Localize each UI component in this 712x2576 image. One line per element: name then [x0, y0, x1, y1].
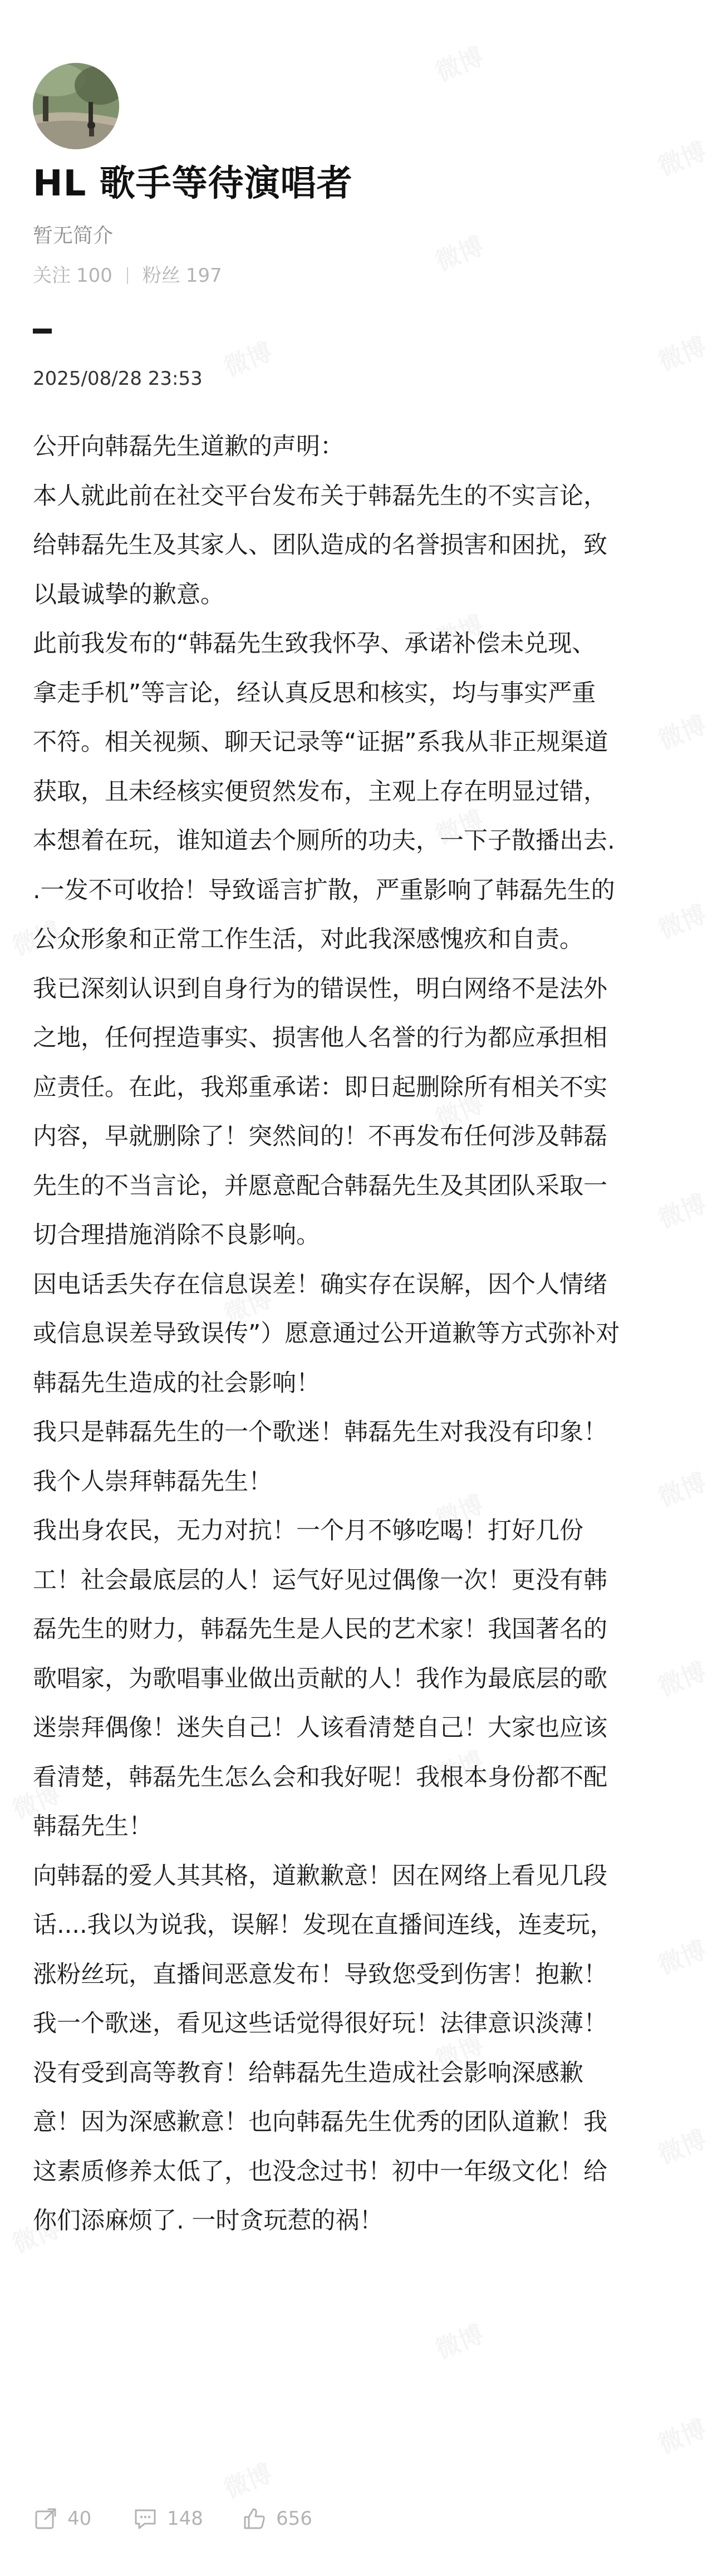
following-count: 100 [76, 265, 112, 287]
post-line: 本人就此前在社交平台发布关于韩磊先生的不实言论， [33, 482, 607, 510]
post-date: 2025/08/28 23:53 [33, 368, 203, 390]
following-stat[interactable] [33, 265, 112, 287]
post-line: 话....我以为说我，误解！发现在直播间连线，连麦玩， [33, 1911, 614, 1939]
post-line: 我出身农民，无力对抗！一个月不够吃喝！打好几份 [33, 1517, 583, 1545]
post-line: 先生的不当言论，并愿意配合韩磊先生及其团队采取一 [33, 1172, 607, 1200]
avatar[interactable] [33, 63, 119, 149]
post-line: 没有受到高等教育！给韩磊先生造成社会影响深感歉 [33, 2059, 583, 2087]
like-count: 656 [276, 2508, 312, 2530]
post-line: 拿走手机”等言论，经认真反思和核实，均与事实严重 [33, 679, 596, 707]
post-line: 意！因为深感歉意！也向韩磊先生优秀的团队道歉！我 [33, 2108, 607, 2136]
post-line: 应责任。在此，我郑重承诺：即日起删除所有相关不实 [33, 1073, 607, 1101]
watermark-text [218, 332, 277, 383]
section-divider [33, 329, 52, 334]
post-line: .一发不可收拾！导致谣言扩散，严重影响了韩磊先生的 [33, 876, 615, 904]
comment-count: 148 [167, 2508, 203, 2530]
post-line: 歌唱家，为歌唱事业做出贡献的人！我作为最底层的歌 [33, 1664, 607, 1693]
post-line: 这素质修养太低了，也没念过书！初中一年级文化！给 [33, 2157, 607, 2186]
post-line: 我只是韩磊先生的一个歌迷！韩磊先生对我没有印象！ [33, 1418, 607, 1446]
post-line: 磊先生的财力，韩磊先生是人民的艺术家！我国著名的 [33, 1615, 607, 1643]
post-line: 涨粉丝玩，直播间恶意发布！导致您受到伤害！抱歉！ [33, 1960, 607, 1989]
share-count: 40 [67, 2508, 92, 2530]
post-line: 因电话丢失存在信息误差！确实存在误解，因个人情绪 [33, 1270, 607, 1299]
watermark-text [429, 2314, 488, 2366]
followers-label: 粉丝 [142, 265, 180, 287]
stats-divider [127, 267, 128, 284]
profile-bio: 暂无简介 [33, 224, 114, 247]
post-line: 之地，任何捏造事实、损害他人名誉的行为都应承担相 [33, 1024, 607, 1052]
post-line: 迷崇拜偶像！迷失自己！人该看清楚自己！大家也应该 [33, 1714, 607, 1742]
post-line: 我一个歌迷，看见这些话觉得很好玩！法律意识淡薄！ [33, 2010, 607, 2038]
post-line: 公众形象和正常工作生活，对此我深感愧疚和自责。 [33, 925, 583, 953]
profile-stats [33, 265, 222, 287]
watermark-text [429, 37, 488, 88]
followers-count: 197 [185, 265, 222, 287]
followers-stat[interactable] [143, 265, 222, 287]
post-line: 我已深刻认识到自身行为的错误性，明白网络不是法外 [33, 974, 607, 1003]
post-line: 不符。相关视频、聊天记录等“证据”系我从非正规渠道 [33, 728, 608, 756]
post-line: 公开向韩磊先生道歉的声明： [33, 433, 344, 461]
avatar-photo [33, 63, 119, 149]
share-button[interactable] [33, 2506, 91, 2531]
post-line: 向韩磊的爱人其其格，道歉歉意！因在网络上看见几段 [33, 1862, 607, 1890]
post-line: 此前我发布的“韩磊先生致我怀孕、承诺补偿未兑现、 [33, 630, 596, 658]
comment-button[interactable] [132, 2506, 203, 2531]
post-line: 我个人崇拜韩磊先生！ [33, 1467, 272, 1496]
watermark-text [652, 326, 711, 378]
post-line: 以最诚挚的歉意。 [33, 580, 224, 609]
share-icon [33, 2506, 58, 2531]
post-line: 给韩磊先生及其家人、团队造成的名誉损害和困扰，致 [33, 531, 607, 559]
post-line: 工！社会最底层的人！运气好见过偶像一次！更没有韩 [33, 1566, 607, 1594]
watermark-text [652, 131, 711, 183]
watermark-text [218, 2453, 277, 2505]
post-line: 你们添麻烦了. 一时贪玩惹的祸！ [33, 2207, 384, 2235]
following-label: 关注 [33, 265, 71, 287]
post-line: 获取，且未经核实便贸然发布，主观上存在明显过错， [33, 777, 607, 806]
post-line: 韩磊先生！ [33, 1813, 153, 1840]
profile-name[interactable]: HL 歌手等待演唱者 [33, 163, 353, 204]
post-line: 或信息误差导致误传”）愿意通过公开道歉等方式弥补对 [33, 1320, 620, 1348]
post-content [33, 422, 679, 2246]
post-footer [0, 2506, 712, 2534]
watermark-text [429, 226, 488, 277]
post-line: 本想着在玩，谁知道去个厕所的功夫，一下子散播出去. [33, 827, 615, 855]
post-line: 韩磊先生造成的社会影响！ [33, 1369, 320, 1397]
like-button[interactable] [242, 2506, 312, 2531]
comment-icon [132, 2506, 158, 2531]
post-line: 看清楚，韩磊先生怎么会和我好呢！我根本身份都不配 [33, 1763, 607, 1791]
thumbs-up-icon [242, 2506, 267, 2531]
post-line: 内容，早就删除了！突然间的！不再发布任何涉及韩磊 [33, 1123, 607, 1150]
watermark-text [652, 2409, 711, 2460]
post-line: 切合理措施消除不良影响。 [33, 1221, 320, 1249]
